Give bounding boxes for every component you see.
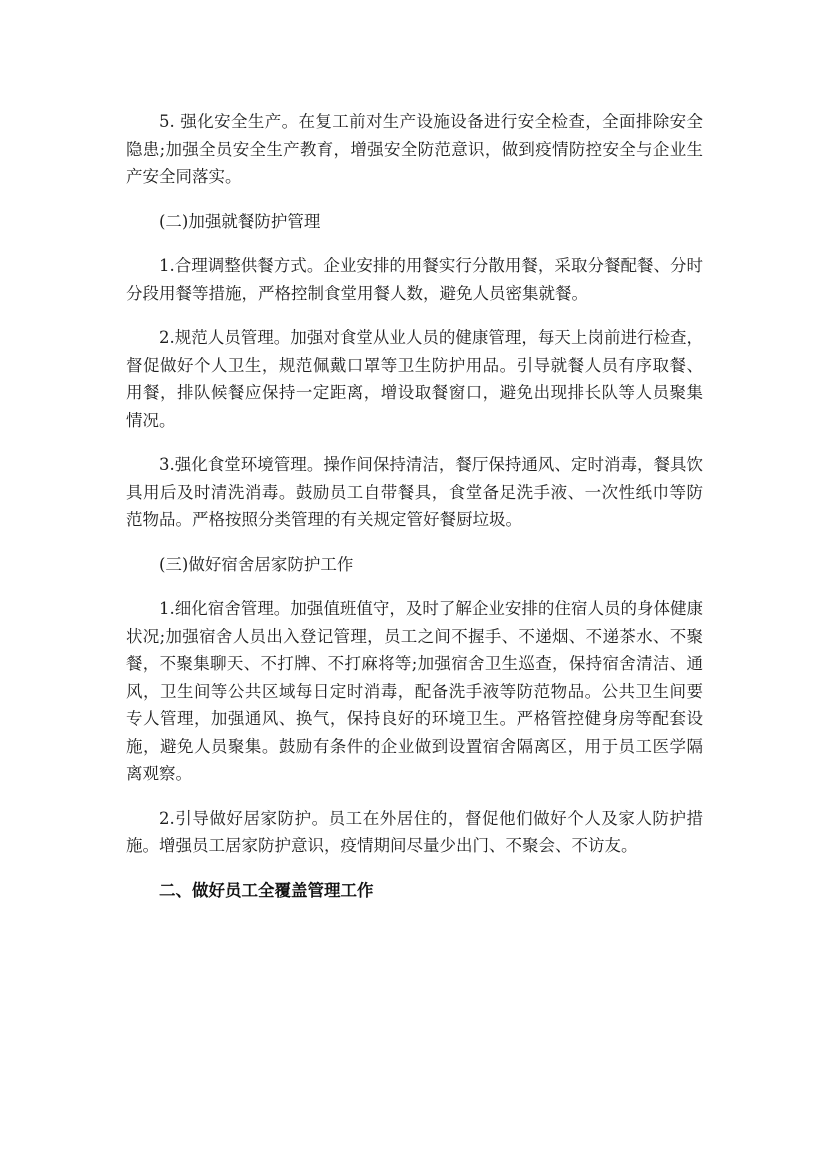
paragraph-meal-arrangement: 1.合理调整供餐方式。企业安排的用餐实行分散用餐，采取分餐配餐、分时分段用餐等措施，严格控制食堂用餐人数，避免人员密集就餐。 <box>126 256 703 303</box>
paragraph-canteen-environment: 3.强化食堂环境管理。操作间保持清洁，餐厅保持通风、定时消毒，餐具饮具用后及时清洗消毒。鼓励员工自带餐具，食堂备足洗手液、一次性纸巾等防范物品。严格按照分类管理的有关规定管好餐厨垃圾。 <box>126 455 703 529</box>
paragraph-dormitory-management: 1.细化宿舍管理。加强值班值守，及时了解企业安排的住宿人员的身体健康状况;加强宿舍人员出入登记管理，员工之间不握手、不递烟、不递茶水、不聚餐，不聚集聊天、不打牌、不打麻将等;加强宿舍卫生巡查，保持宿舍清洁、通风，卫生间等公共区域每日定时消毒，配备洗手液等防范物品。公共卫生间要专人管理，加强通风、换气，保持良好的环境卫生。严格管控健身房等配套设施，避免人员聚集。鼓励有条件的企业做到设置宿舍隔离区，用于员工医学隔离观察。 <box>126 599 703 783</box>
subheading-dining-protection: (二)加强就餐防护管理 <box>159 211 321 231</box>
document-body <box>126 108 703 904</box>
paragraph-safety-production: 5. 强化安全生产。在复工前对生产设施设备进行安全检查，全面排除安全隐患;加强全员安全生产教育，增强安全防范意识，做到疫情防控安全与企业生产安全同落实。 <box>126 112 703 186</box>
subheading-dormitory-protection: (三)做好宿舍居家防护工作 <box>159 554 354 574</box>
paragraph-home-protection: 2.引导做好居家防护。员工在外居住的，督促他们做好个人及家人防护措施。增强员工居家防护意识，疫情期间尽量少出门、不聚会、不访友。 <box>126 808 703 855</box>
section-heading: 二、做好员工全覆盖管理工作 <box>159 880 374 900</box>
paragraph-staff-management: 2.规范人员管理。加强对食堂从业人员的健康管理，每天上岗前进行检查，督促做好个人卫生，规范佩戴口罩等卫生防护用品。引导就餐人员有序取餐、用餐，排队候餐应保持一定距离，增设取餐窗口，避免出现排长队等人员聚集情况。 <box>126 328 703 430</box>
